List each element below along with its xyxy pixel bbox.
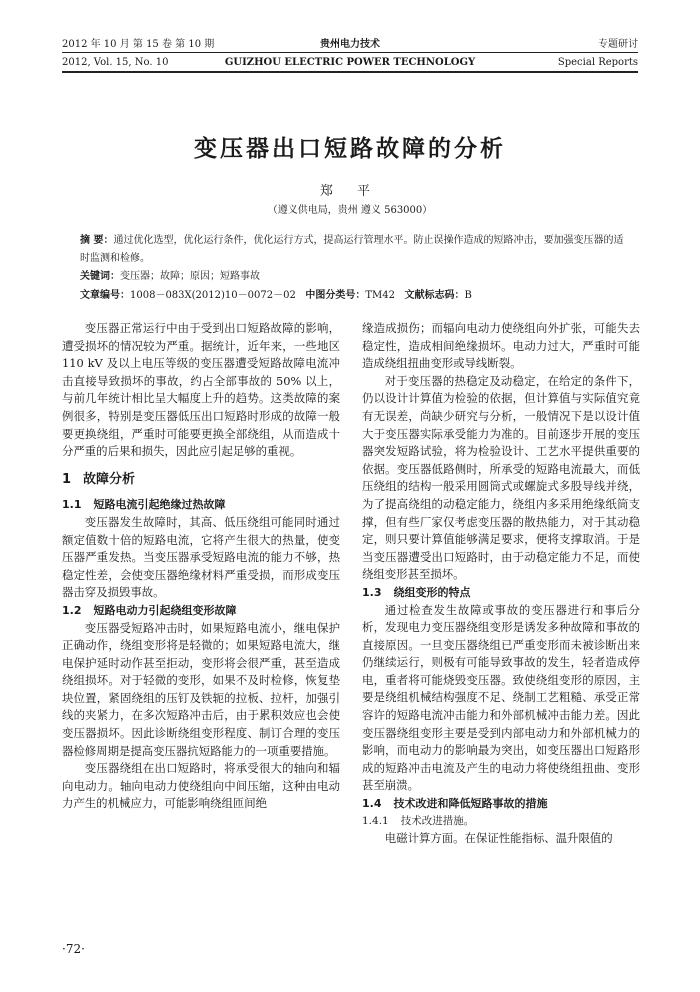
header-issue-cn: 2012 年 10 月 第 15 卷 第 10 期 — [62, 39, 215, 50]
clc-code: TM42 — [365, 290, 395, 301]
section-1-number: 1 — [62, 471, 72, 487]
section-1-3-paragraph: 通过检查发生故障或事故的变压器进行和事后分析，发现电力变压器绕组变形是诱发多种故障和事故的直接原因。一旦变压器绕组已严重变形而未被诊断出来仍继续运行，则极有可能导致事故的发生，轻者造成停电，重者将可能烧毁变压器。致使绕组变形的原因，主要是绕组机械结构强度不足、绕制工艺粗糙、承受正常容许的短路电流冲击能力和外部机械冲击能力差。因此变压器绕组变形主要是受到内部电动力和外部机械力的影响，而电动力的影响最为突出，如变压器出口短路形成的短路冲击电流及产生的电动力将使绕组扭曲、变形甚至崩溃。 — [362, 602, 640, 793]
section-1-2-paragraph: 变压器受短路冲击时，如果短路电流小，继电保护正确动作，绕组变形将是轻微的；如果短路电流大，继电保护延时动作甚至拒动，变形将会很严重，甚至造成绕组损坏。对于轻微的变形，如果不及时检修，恢复垫块位置，紧固绕组的压钉及铁轭的拉板、拉杆，加强引线的夹紧力，在多次短路冲击后，由于累积效应也会使变压器损坏。因此诊断绕组变形程度、制订合理的变压器检修周期是提高变压器抗短路能力的一项重要措施。 — [62, 620, 340, 758]
section-1-title: 故障分析 — [83, 471, 136, 487]
section-1-heading — [62, 471, 340, 489]
affiliation: （遵义供电局，贵州 遵义 563000） — [267, 205, 433, 216]
section-1-1-heading — [62, 496, 340, 514]
intro-paragraph: 变压器正常运行中由于受到出口短路故障的影响，遭受损坏的情况较为严重。据统计，近年来，一些地区 110 kV 及以上电压等级的变压器遭受短路故障电流冲击直接导致损坏的事故，约占全部事故的 50% 以上，与前几年统计相比呈大幅度上升的趋势。这类故障的案例很多，特别是变压器低压出口短路时形成的故障一般要更换绕组，严重时可能要更换全部绕组，从而造成十分严重的后果和损失，因此应引起足够的重视。 — [62, 321, 340, 459]
section-1-1-number: 1.1 — [62, 498, 82, 512]
clc-label: 中图分类号： — [305, 290, 366, 301]
body-right-column — [362, 320, 640, 848]
section-1-4-1-paragraph: 电磁计算方面。在保证性能指标、温升限值的 — [384, 831, 613, 846]
header-issue-en: 2012, Vol. 15, No. 10 — [62, 57, 169, 68]
section-1-2-number: 1.2 — [62, 603, 82, 617]
section-1-4-1-number: 1.4.1 — [362, 814, 389, 827]
page-number: ·72· — [62, 942, 85, 956]
abstract — [80, 232, 625, 268]
section-1-4-heading — [362, 795, 640, 813]
article-id-label: 文章编号： — [80, 290, 130, 301]
section-1-2-paragraph-2: 变压器绕组在出口短路时，将承受很大的轴向和辐向电动力。轴向电动力使绕组向中间压缩，这种由电动力产生的机械应力，可能影响绕组匝间绝 — [62, 761, 340, 811]
abstract-text: 通过优化选型，优化运行条件，优化运行方式，提高运行管理水平。防止误操作造成的短路冲击，要加强变压器的适时监测和检修。 — [80, 235, 624, 264]
abstract-label: 摘 要： — [80, 235, 114, 246]
doc-code: B — [464, 290, 472, 301]
header-journal-en: GUIZHOU ELECTRIC POWER TECHNOLOGY — [224, 57, 476, 68]
section-1-2-title: 短路电动力引起绕组变形故障 — [93, 603, 237, 617]
header-journal-cn: 贵州电力技术 — [320, 39, 380, 50]
header-section-cn: 专题研讨 — [598, 39, 638, 50]
keywords — [80, 268, 625, 286]
section-1-2-heading — [62, 602, 340, 620]
doc-code-label: 文献标志码： — [404, 290, 465, 301]
keywords-label: 关键词： — [80, 271, 120, 282]
author: 郑 平 — [319, 184, 381, 199]
section-1-3-title: 绕组变形的特点 — [393, 585, 471, 599]
section-1-4-1-title: 技术改进措施。 — [400, 814, 475, 827]
continued-paragraph: 缘造成损伤；而辐向电动力使绕组向外扩张，可能失去稳定性，造成相间绝缘损坏。电动力过大，严重时可能造成绕组扭曲变形或导线断裂。 — [362, 321, 640, 371]
header-divider-thin — [62, 52, 638, 53]
section-1-1-paragraph: 变压器发生故障时，其高、低压绕组可能同时通过额定值数十倍的短路电流，它将产生很大的热量，使变压器严重发热。当变压器承受短路电流的能力不够，热稳定性差，会使变压器绝缘材料严重受损，而形成变压器击穿及损毁事故。 — [62, 514, 340, 600]
stability-paragraph: 对于变压器的热稳定及动稳定，在给定的条件下，仍以设计计算值为检验的依据，但计算值与实际值究竟有无误差，尚缺少研究与分析，一般情况下是以设计值大于变压器实际承受能力为准的。目前逐步开展的变压器突发短路试验，将为检验设计、工艺水平提供重要的依据。变压器低路侧时，所承受的短路电流最大，而低压绕组的结构一般采用圆筒式或螺旋式多股导线并绕，为了提高绕组的动稳定能力，绕组内多采用绝缘纸筒支撑，但有些厂家仅考虑变压器的散热能力，对于其动稳定，则只要计算值能够满足要求，便将支撑取消。于是当变压器遭受出口短路时，由于动稳定能力不足，而使绕组变形甚至损坏。 — [362, 373, 640, 582]
header-section-en: Special Reports — [557, 57, 638, 68]
article-info — [80, 287, 625, 305]
section-1-1-title: 短路电流引起绝缘过热故障 — [93, 498, 226, 512]
section-1-4-title: 技术改进和降低短路事故的措施 — [393, 797, 548, 811]
section-1-4-1-heading — [362, 813, 640, 831]
section-1-4-number: 1.4 — [362, 797, 382, 811]
paper-title: 变压器出口短路故障的分析 — [194, 135, 506, 162]
section-1-3-heading — [362, 584, 640, 602]
keywords-text: 变压器；故障；原因；短路事故 — [120, 271, 260, 282]
article-id: 1008－083X(2012)10－0072－02 — [130, 290, 296, 301]
header-divider-thick — [62, 71, 638, 73]
section-1-3-number: 1.3 — [362, 585, 382, 599]
body-left-column — [62, 320, 340, 813]
